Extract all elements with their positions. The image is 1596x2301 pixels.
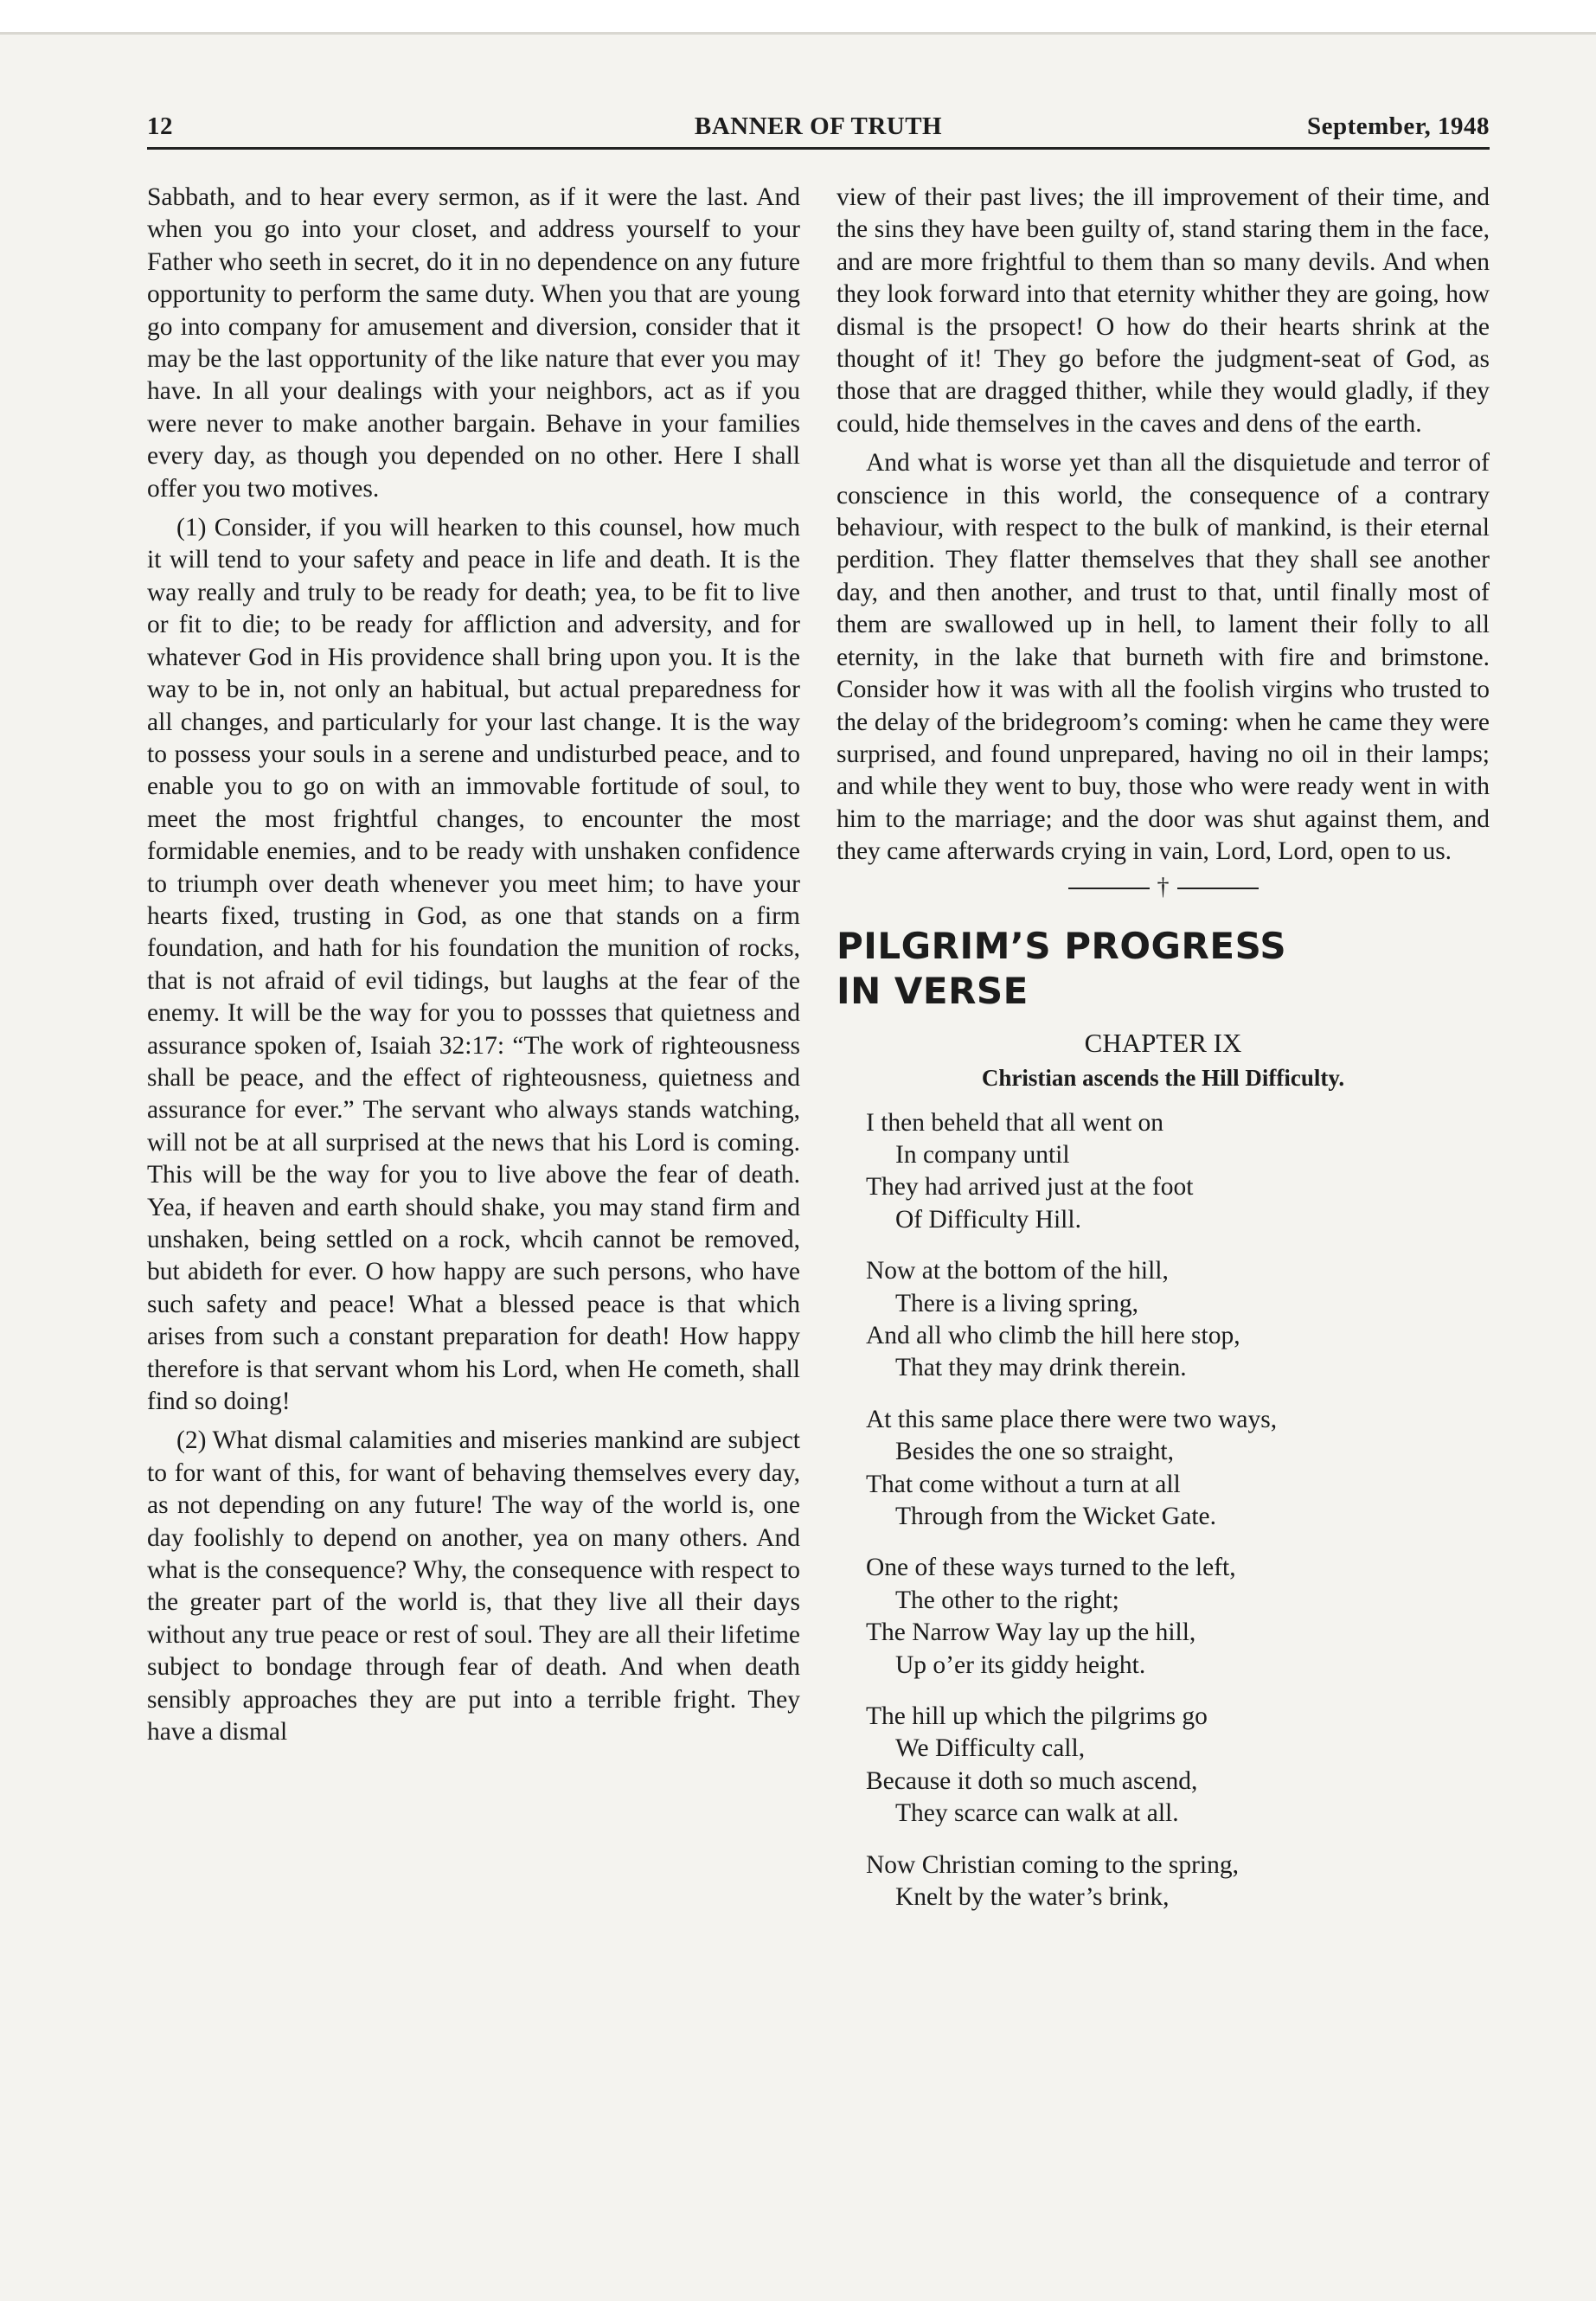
verse-line: They had arrived just at the foot — [866, 1173, 1194, 1202]
verse-line: We Difficulty call, — [895, 1734, 1086, 1763]
verse-stanza — [866, 1107, 1490, 1237]
article-title-line: PILGRIM’S PROGRESS — [836, 924, 1287, 967]
verse-line: And all who climb the hill here stop, — [866, 1321, 1240, 1349]
running-header — [147, 112, 1490, 147]
section-divider — [1068, 875, 1259, 900]
page-number: 12 — [147, 112, 173, 140]
verse-stanza — [866, 1255, 1490, 1385]
verse-line: Through from the Wicket Gate. — [895, 1503, 1216, 1530]
verse-line: The other to the right; — [895, 1586, 1119, 1614]
verse-line: In company until — [895, 1140, 1070, 1169]
header-rule — [147, 147, 1490, 150]
body-paragraph: Sabbath, and to hear every sermon, as if it were the last. And when you go into your closet, and address yourself to your Father who seeth in secret, do it in no dependence on any future opportunity to perform the same duty. When you that are young go into company for amusement and diversion, consider that it may be the last opportunity of the like nature that ever you may have. In all your dealings with your neighbors, act as if you were never to make another bargain. Behave in your families every day, as though you depended on no other. Here I shall offer you two motives. — [147, 183, 800, 503]
page-top-edge — [0, 0, 1596, 35]
left-column — [147, 182, 800, 1756]
cross-icon: † — [1157, 873, 1170, 901]
verse-line: There is a living spring, — [895, 1289, 1139, 1317]
chapter-heading: CHAPTER IX — [1084, 1027, 1242, 1058]
publication-title: BANNER OF TRUTH — [694, 112, 943, 140]
chapter-subtitle: Christian ascends the Hill Difficulty. — [981, 1064, 1345, 1091]
verse-line: Now at the bottom of the hill, — [866, 1257, 1169, 1285]
verse-line: Because it doth so much ascend, — [866, 1766, 1198, 1795]
verse-line: That come without a turn at all — [866, 1470, 1181, 1498]
body-paragraph: (2) What dismal calamities and miseries mankind are subject to for want of this, for want of behaving themselves every day, as not depending on any future! The way of the world is, one day foolishly to depend on another, yea on many others. And what is the consequence? Why, the consequence with respect to the greater part of the world is, that they live all their days without any true peace or rest of soul. They are all their lifetime subject to bondage through fear of death. And when death sensibly approaches they are put into a terrible fright. They have a dismal — [147, 1426, 800, 1747]
verse-line: I then beheld that all went on — [866, 1108, 1164, 1137]
divider-line-right — [1177, 888, 1259, 889]
verse-stanza — [866, 1701, 1490, 1830]
verse-stanza — [866, 1552, 1490, 1682]
verse-stanza — [866, 1404, 1490, 1534]
verse-line: At this same place there were two ways, — [866, 1405, 1278, 1433]
verse-line: The hill up which the pilgrims go — [866, 1702, 1208, 1731]
issue-date: September, 1948 — [1306, 112, 1490, 140]
verse-line: Up o’er its giddy height. — [895, 1650, 1146, 1679]
verse-line: Now Christian coming to the spring, — [866, 1850, 1239, 1879]
verse-line: That they may drink therein. — [895, 1354, 1187, 1382]
body-paragraph: (1) Consider, if you will hearken to this counsel, how much it will tend to your safety and peace in life and death. It is the way really and truly to be ready for death; yea, to be fit to live or fit to die; to be ready for affliction and adversity, and for whatever God in His providence shall bring upon you. It is the way to be in, not only an habitual, but actual preparedness for all changes, and particularly for your last change. It is the way to possess your souls in a serene and undisturbed peace, and to enable you to go on with an immovable fortitude of soul, to meet the most frightful changes, to encounter the most formidable enemies, and to be ready with unshaken confidence to triumph over death whenever you meet him; to have your hearts fixed, trusting in God, as one that stands on a firm foundation, and hath for his foundation the munition of rocks, that is not afraid of evil tidings, but laughs at the fear of the enemy. It will be the way for you to possses that quietness and assurance spoken of, Isaiah 32:17: “The work of righteousness shall be peace, and the effect of righteousness, quietness and assurance for ever.” The servant who always stands watching, will not be at all surprised at the news that his Lord is coming. This will be the way for you to live above the fear of death. Yea, if heaven and earth should shake, you may stand firm and unshaken, being settled on a rock, whcih cannot be removed, but abideth for ever. O how happy are such persons, who have such safety and peace! What a blessed peace is that which arises from such a constant preparation for death! How happy therefore is that servant whom his Lord, when He cometh, shall find so doing! — [147, 514, 800, 1416]
body-paragraph: And what is worse yet than all the disquietude and terror of conscience in this world, the consequence of a contrary behaviour, with respect to the bulk of mankind, is their eternal perdition. They flatter themselves that they shall see another day, and then another, and trust to that, until finally most of them are swallowed up in hell, to lament their folly to all eternity, in the lake that burneth with fire and brimstone. Consider how it was with all the foolish virgins who trusted to the delay of the bridegroom’s coming: when he came they were surprised, and found unprepared, having no oil in their lamps; and while they went to buy, those who were ready went in with him to the marriage; and the door was shut against them, and they came afterwards crying in vain, Lord, Lord, open to us. — [836, 449, 1490, 866]
verse-line: Knelt by the water’s brink, — [895, 1883, 1170, 1912]
verse-line: One of these ways turned to the left, — [866, 1554, 1236, 1582]
right-column — [836, 182, 1490, 1932]
article-title-line: IN VERSE — [836, 969, 1029, 1012]
verse-line: The Narrow Way lay up the hill, — [866, 1618, 1196, 1647]
verse-stanza — [866, 1849, 1490, 1914]
divider-line-left — [1068, 888, 1150, 889]
body-paragraph: view of their past lives; the ill improvement of their time, and the sins they have been guilty of, stand staring them in the face, and are more frightful to them than so many devils. And when they look forward into that eternity whither they are going, how dismal is the prsopect! O how do their hearts shrink at the thought of it! They go before the judgment-seat of God, as those that are dragged thither, while they would gladly, if they could, hide themselves in the caves and dens of the earth. — [836, 183, 1490, 438]
article-title — [836, 924, 1490, 1014]
verse-line: Besides the one so straight, — [895, 1438, 1174, 1466]
verse-line: They scarce can walk at all. — [895, 1799, 1179, 1828]
verse-line: Of Difficulty Hill. — [895, 1205, 1081, 1234]
